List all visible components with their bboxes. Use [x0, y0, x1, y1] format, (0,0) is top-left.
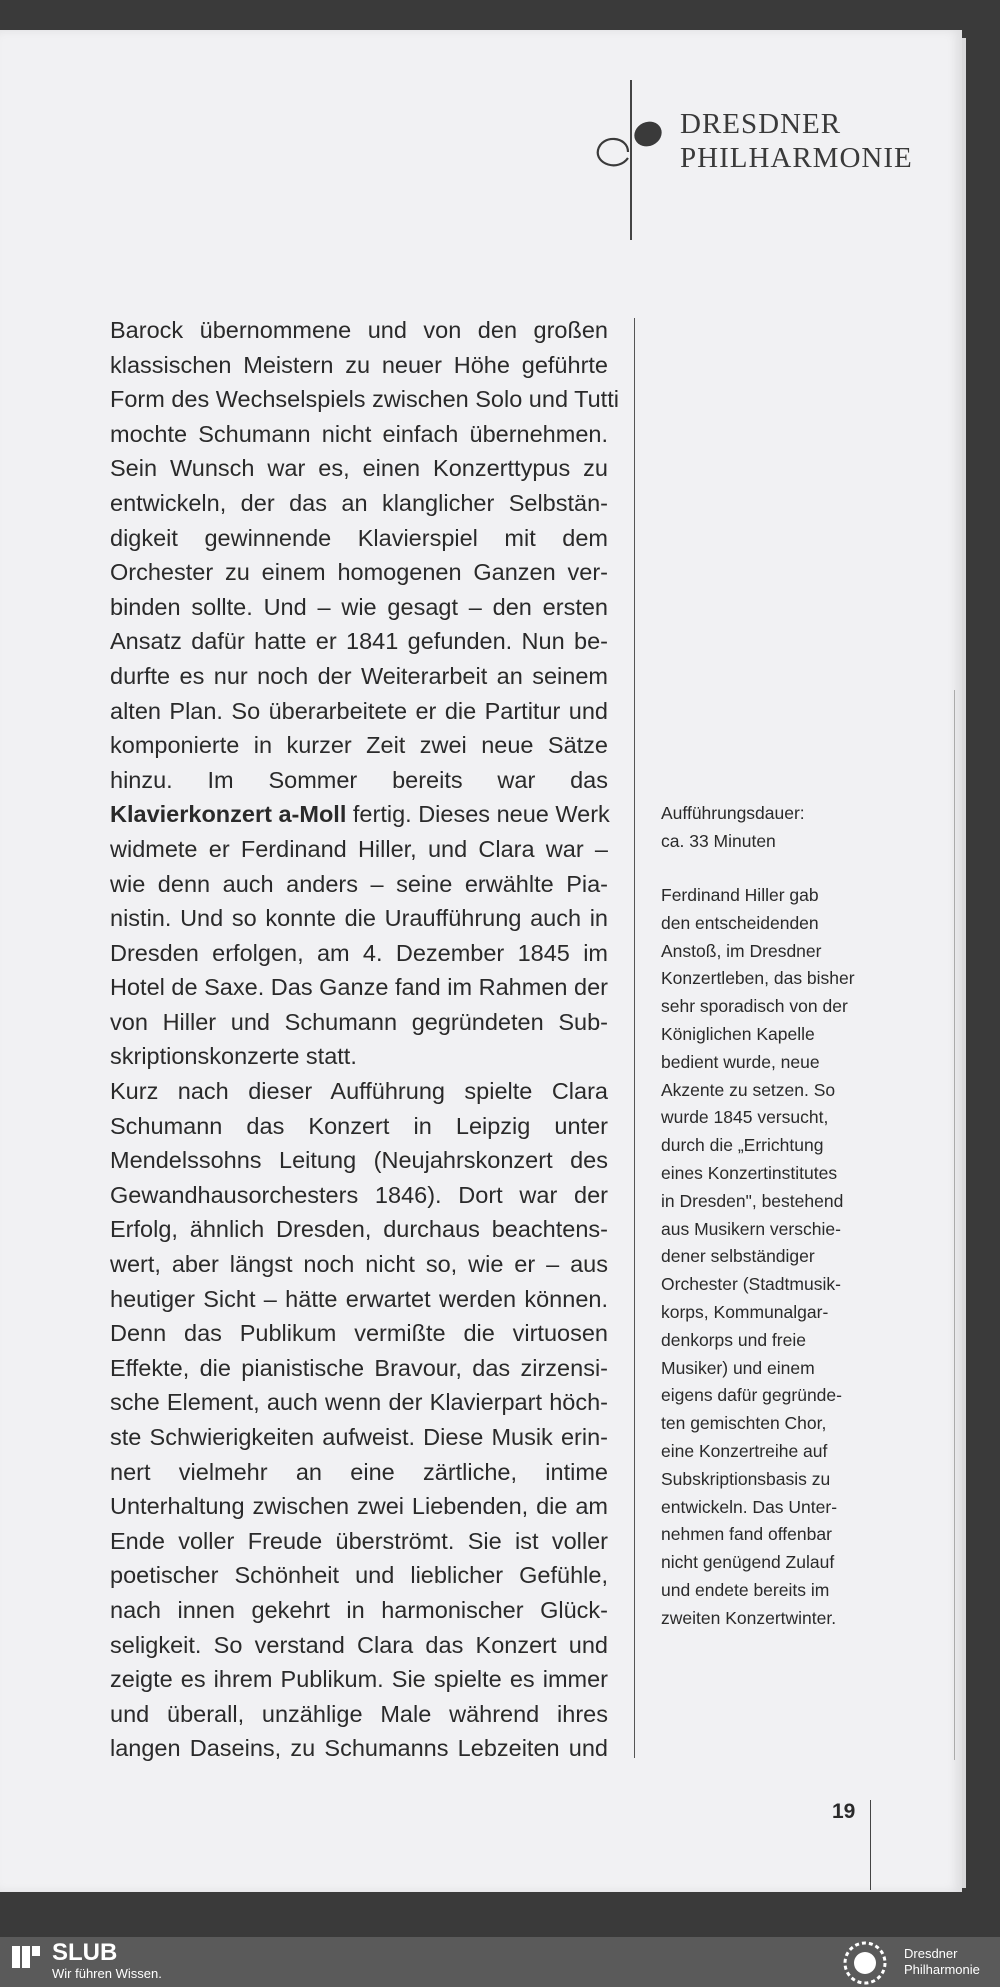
note-line: Konzertleben, das bisher: [661, 968, 855, 989]
text-line: nach innen gekehrt in harmonischer Glück-: [110, 1596, 608, 1623]
text-line: wie denn auch anders – seine erwählte Pia-: [110, 870, 608, 897]
text-line: Schumann das Konzert in Leipzig unter: [110, 1112, 608, 1139]
text-line: nert vielmehr an eine zärtliche, intime: [110, 1458, 608, 1485]
note-line: dener selbständiger: [661, 1246, 815, 1267]
note-line: eigens dafür gegründe-: [661, 1385, 842, 1406]
text-line: digkeit gewinnende Klavierspiel mit dem: [110, 524, 608, 551]
text-line: Denn das Publikum vermißte die virtuosen: [110, 1320, 608, 1347]
text-line: Sein Wunsch war es, einen Konzerttypus zu: [110, 455, 608, 482]
text-line: sche Element, auch wenn der Klavierpart höch-: [110, 1389, 608, 1416]
text-line: alten Plan. So überarbeitete er die Partitur und: [110, 697, 608, 724]
sidebar-duration: [661, 800, 805, 856]
note-line: Musiker) und einem: [661, 1357, 815, 1378]
text-line: mochte Schumann nicht einfach übernehmen.: [110, 420, 608, 447]
margin-rule: [954, 690, 955, 1760]
note-line: Orchester (Stadtmusik-: [661, 1274, 841, 1295]
note-line: in Dresden", bestehend: [661, 1190, 844, 1211]
text-fragment: fertig. Dieses neue Werk: [346, 801, 610, 828]
note-line: Akzente zu setzen. So: [661, 1079, 836, 1100]
text-line: Mendelssohns Leitung (Neujahrskonzert des: [110, 1147, 608, 1174]
note-line: durch die „Errichtung: [661, 1135, 824, 1156]
text-line: von Hiller und Schumann gegründeten Sub-: [110, 1008, 608, 1035]
note-line: nehmen fand offenbar: [661, 1524, 832, 1545]
text-line: seligkeit. So verstand Clara das Konzert und: [110, 1631, 608, 1658]
sidebar-note: [661, 882, 855, 1633]
duration-value: ca. 33 Minuten: [661, 830, 776, 851]
note-line: sehr sporadisch von der: [661, 996, 848, 1017]
text-line: heutiger Sicht – hätte erwartet werden können.: [110, 1285, 608, 1312]
text-line: nistin. Und so konnte die Uraufführung auch in: [110, 905, 608, 932]
work-title: Klavierkonzert a-Moll: [110, 801, 347, 828]
note-line: korps, Kommunalgar-: [661, 1301, 829, 1322]
text-line: skriptionskonzerte statt.: [110, 1043, 357, 1070]
text-line: entwickeln, der das an klanglicher Selbstän-: [110, 489, 608, 516]
text-line: Form des Wechselspiels zwischen Solo und Tutti: [110, 386, 619, 413]
text-line: poetischer Schönheit und lieblicher Gefühle,: [110, 1562, 608, 1589]
text-line: hinzu. Im Sommer bereits war das: [110, 766, 608, 793]
column-divider: [634, 318, 635, 1758]
partner-name-line2: Philharmonie: [904, 1962, 980, 1977]
note-line: ten gemischten Chor,: [661, 1413, 827, 1434]
text-line: Effekte, die pianistische Bravour, das zirzensi-: [110, 1354, 608, 1381]
note-line: Königlichen Kapelle: [661, 1023, 815, 1044]
text-line: Gewandhausorchesters 1846). Dort war der: [110, 1181, 608, 1208]
text-line: Dresden erfolgen, am 4. Dezember 1845 im: [110, 939, 608, 966]
text-line: klassischen Meistern zu neuer Höhe geführte: [110, 351, 608, 378]
page-number-rule: [870, 1800, 871, 1890]
text-line: Hotel de Saxe. Das Ganze fand im Rahmen der: [110, 974, 608, 1001]
note-line: den entscheidenden: [661, 912, 819, 933]
partner-name-line1: Dresdner: [904, 1946, 958, 1961]
text-line: Kurz nach dieser Aufführung spielte Clara: [110, 1078, 608, 1105]
logo-text-dresdner: DRESDNER: [680, 108, 842, 140]
page-edge: [962, 38, 966, 1888]
text-line: Barock übernommene und von den großen: [110, 317, 608, 343]
text-line: komponierte in kurzer Zeit zwei neue Sätze: [110, 732, 608, 759]
text-line: Erfolg, ähnlich Dresden, durchaus beachtens-: [110, 1216, 608, 1243]
main-article-column: [110, 313, 619, 1766]
text-line: langen Daseins, zu Schumanns Lebzeiten und: [110, 1735, 608, 1762]
note-line: nicht genügend Zulauf: [661, 1552, 835, 1573]
text-line: widmete er Ferdinand Hiller, und Clara war –: [110, 835, 608, 862]
note-line: bedient wurde, neue: [661, 1051, 820, 1072]
text-line: Ende voller Freude überströmt. Sie ist voller: [110, 1527, 608, 1554]
text-line: binden sollte. Und – wie gesagt – den ersten: [110, 593, 608, 620]
note-line: eines Konzertinstitutes: [661, 1162, 838, 1183]
note-line: entwickeln. Das Unter-: [661, 1496, 838, 1517]
note-line: denkorps und freie: [661, 1329, 806, 1350]
note-line: aus Musikern verschie-: [661, 1218, 841, 1239]
note-line: Anstoß, im Dresdner: [661, 940, 822, 961]
note-line: wurde 1845 versucht,: [661, 1107, 829, 1128]
text-line-with-title: [110, 797, 608, 832]
note-line: eine Konzertreihe auf: [661, 1440, 828, 1461]
text-line: Ansatz dafür hatte er 1841 gefunden. Nun be-: [110, 628, 608, 655]
text-line: Unterhaltung zwischen zwei Liebenden, die am: [110, 1493, 608, 1520]
slub-logo-icon[interactable]: [10, 1942, 42, 1970]
text-line: Orchester zu einem homogenen Ganzen ver-: [110, 559, 608, 586]
note-line: und endete bereits im: [661, 1579, 830, 1600]
logo-text-philharmonie: PHILHARMONIE: [680, 142, 913, 174]
duration-label: Aufführungsdauer:: [661, 803, 805, 823]
text-line: durfte es nur noch der Weiterarbeit an seinem: [110, 662, 608, 689]
show-through: [210, 170, 231, 237]
slub-title[interactable]: SLUB: [52, 1939, 118, 1966]
page-number: 19: [832, 1800, 856, 1823]
text-line: zeigte es ihrem Publikum. Sie spielte es immer: [110, 1666, 608, 1693]
text-line: ste Schwierigkeiten aufweist. Diese Musik erin-: [110, 1424, 608, 1450]
text-line: wert, aber längst noch nicht so, wie er – aus: [110, 1251, 608, 1278]
note-line: Ferdinand Hiller gab: [661, 885, 819, 905]
note-line: zweiten Konzertwinter.: [661, 1607, 837, 1628]
slub-tagline: Wir führen Wissen.: [52, 1966, 162, 1981]
dresdner-philharmonie-emblem-icon[interactable]: [842, 1940, 888, 1986]
note-line: Subskriptionsbasis zu: [661, 1468, 831, 1489]
text-line: und überall, unzählige Male während ihres: [110, 1700, 608, 1727]
dresdner-philharmonie-logo-icon: [588, 110, 668, 180]
